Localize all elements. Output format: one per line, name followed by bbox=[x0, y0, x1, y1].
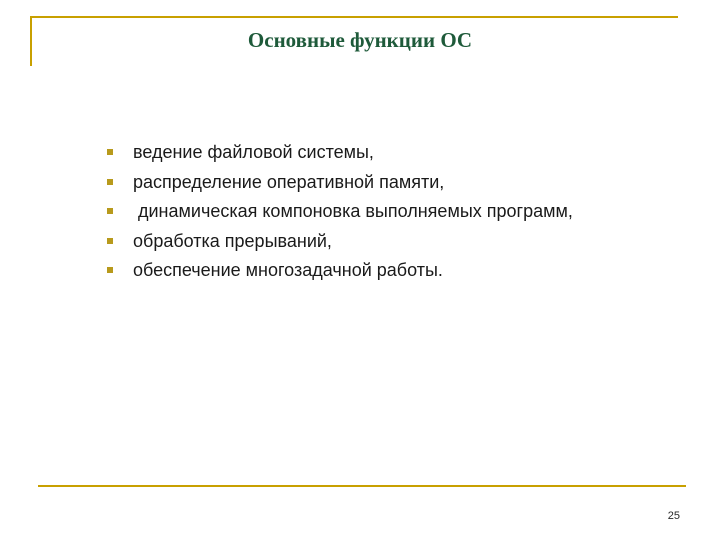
square-bullet-icon bbox=[107, 179, 113, 185]
square-bullet-icon bbox=[107, 149, 113, 155]
top-divider-line bbox=[30, 16, 678, 18]
slide-title: Основные функции ОС bbox=[247, 28, 473, 52]
bullet-text: обеспечение многозадачной работы. bbox=[133, 260, 443, 280]
page-number: 25 bbox=[667, 510, 680, 522]
bottom-divider-line bbox=[38, 485, 686, 487]
bullet-text: распределение оперативной памяти, bbox=[133, 171, 445, 192]
square-bullet-icon bbox=[107, 238, 113, 244]
bullet-text: ведение файловой системы, bbox=[133, 142, 374, 162]
bullet-text: динамическая компоновка выполняемых программ, bbox=[133, 201, 573, 221]
square-bullet-icon bbox=[107, 267, 113, 273]
square-bullet-icon bbox=[107, 208, 113, 214]
bullet-text: обработка прерываний, bbox=[133, 230, 332, 251]
